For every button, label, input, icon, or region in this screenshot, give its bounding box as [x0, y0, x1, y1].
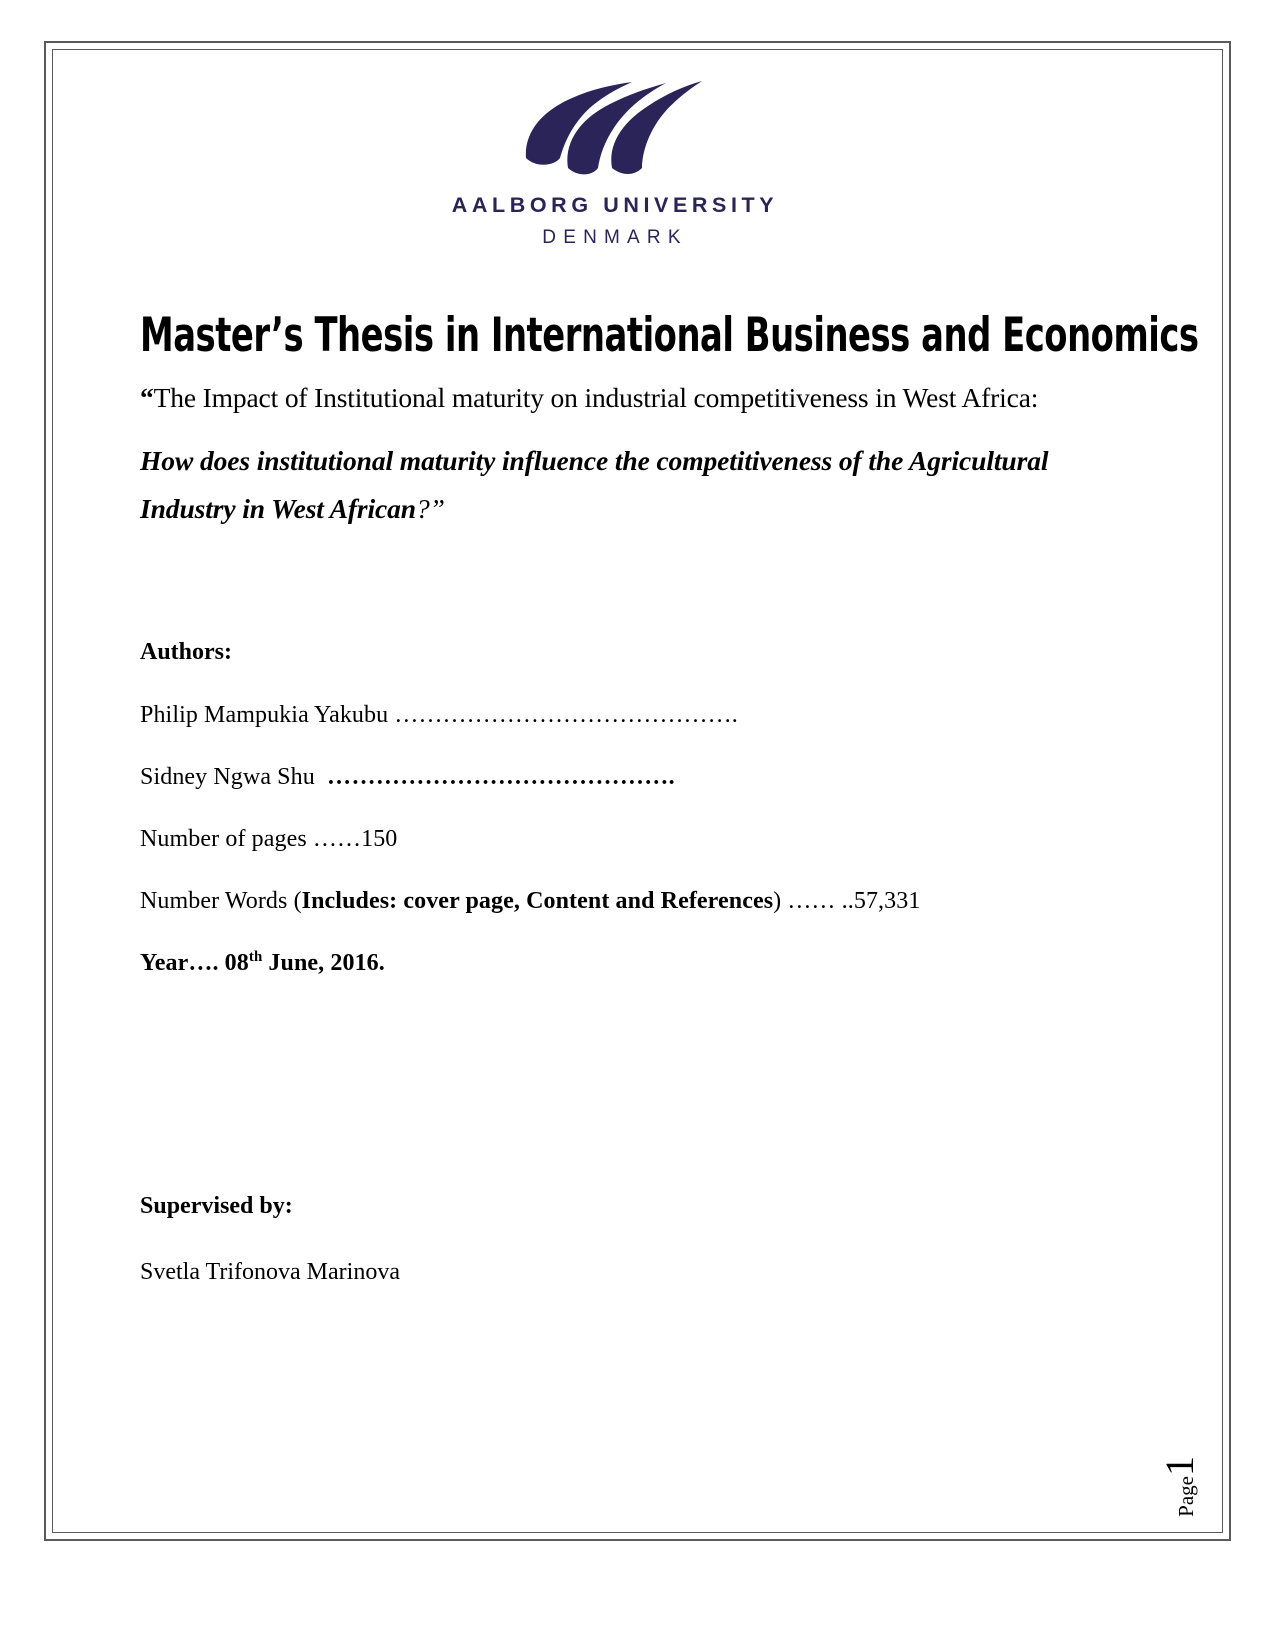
- authors-block: [140, 637, 1090, 979]
- author-line-2: [140, 762, 1090, 793]
- logo-wordmark: AALBORG UNIVERSITY: [451, 193, 779, 217]
- subtitle-text: The Impact of Institutional maturity on industrial competitiveness in West Africa:: [153, 381, 1039, 413]
- word-count-includes: Includes: cover page, Content and References: [301, 888, 774, 915]
- word-count-line: [140, 886, 1090, 917]
- page-count-label: Number of pages ……: [140, 825, 362, 852]
- year-rest: June, 2016.: [262, 950, 385, 977]
- subtitle-opening-quote: “: [140, 381, 154, 413]
- page-count-value: 150: [361, 825, 398, 852]
- supervisor-block: [140, 1191, 1090, 1287]
- year-line: [140, 948, 1090, 979]
- logo-subwordmark: DENMARK: [542, 226, 688, 248]
- word-count-value: 57,331: [853, 888, 921, 915]
- page-count-line: [140, 824, 1090, 855]
- university-logo-block: [140, 70, 1090, 249]
- author-2-name: Sidney Ngwa Shu: [140, 763, 315, 790]
- word-count-label: Number Words (: [140, 888, 302, 915]
- research-question-tail: ?”: [415, 493, 445, 525]
- supervisor-name: Svetla Trifonova Marinova: [140, 1258, 400, 1285]
- page-title: Master’s Thesis in International Business and Economics: [140, 307, 1199, 363]
- supervisor-heading: Supervised by:: [140, 1193, 293, 1220]
- year-ordinal-suffix: th: [248, 949, 263, 966]
- author-line-1: [140, 700, 1090, 731]
- year-label: Year…. 08: [140, 950, 249, 977]
- author-1-dots: …………………………………….: [394, 701, 738, 728]
- research-question: [140, 437, 1090, 533]
- author-1-name: Philip Mampukia Yakubu: [140, 701, 389, 728]
- page-number-value: 1: [1157, 1456, 1202, 1476]
- page-number-footer: [1156, 1456, 1203, 1517]
- page-number-label: Page: [1174, 1476, 1198, 1517]
- word-count-label-end: ) …… ..: [773, 888, 854, 915]
- aalborg-university-swoosh-logo-icon: [520, 80, 710, 180]
- author-2-dots: …………………………………….: [327, 763, 676, 790]
- research-question-text: How does institutional maturity influence the competitiveness of the Agricultural Industry in West African: [140, 445, 1049, 525]
- page-content: [140, 70, 1199, 1288]
- authors-heading: Authors:: [140, 639, 233, 666]
- thesis-subtitle: [140, 380, 1090, 415]
